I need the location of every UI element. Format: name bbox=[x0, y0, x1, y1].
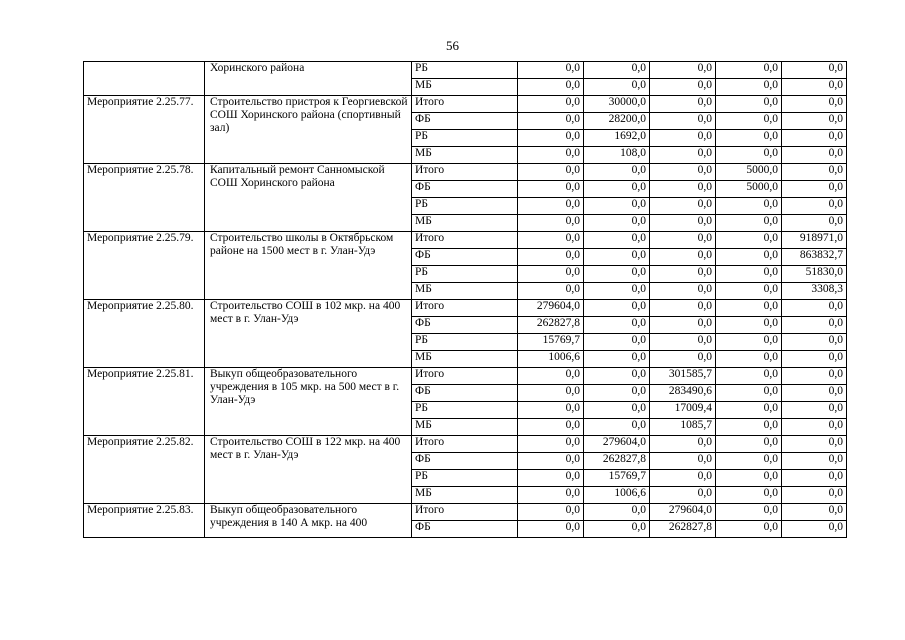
measure-description: Строительство школы в Октябрьском районе на 1500 мест в г. Улан-Удэ bbox=[210, 232, 394, 257]
amount-cell: 0,0 bbox=[782, 521, 847, 538]
funding-source-cell: РБ bbox=[412, 198, 518, 215]
funding-source-cell: Итого bbox=[412, 436, 518, 453]
measure-name-cell: Мероприятие 2.25.83. bbox=[84, 504, 205, 538]
amount-cell: 15769,7 bbox=[584, 470, 650, 487]
amount-cell: 0,0 bbox=[716, 232, 782, 249]
funding-source-cell: Итого bbox=[412, 504, 518, 521]
amount-cell: 0,0 bbox=[584, 198, 650, 215]
measure-description: Строительство СОШ в 102 мкр. на 400 мест в г. Улан-Удэ bbox=[210, 300, 401, 325]
amount-cell: 0,0 bbox=[650, 283, 716, 300]
amount-cell: 0,0 bbox=[782, 147, 847, 164]
amount-cell: 0,0 bbox=[650, 317, 716, 334]
amount-cell: 0,0 bbox=[518, 198, 584, 215]
amount-cell: 0,0 bbox=[518, 96, 584, 113]
measure-description: Хоринского района bbox=[210, 62, 305, 74]
amount-cell: 0,0 bbox=[518, 470, 584, 487]
amount-cell: 0,0 bbox=[782, 181, 847, 198]
funding-source-cell: Итого bbox=[412, 96, 518, 113]
amount-cell: 0,0 bbox=[716, 130, 782, 147]
table-row bbox=[84, 164, 847, 181]
table-row bbox=[84, 436, 847, 453]
amount-cell: 1006,6 bbox=[518, 351, 584, 368]
amount-cell: 0,0 bbox=[716, 249, 782, 266]
amount-cell: 0,0 bbox=[584, 504, 650, 521]
amount-cell: 0,0 bbox=[584, 402, 650, 419]
amount-cell: 1085,7 bbox=[650, 419, 716, 436]
amount-cell: 5000,0 bbox=[716, 164, 782, 181]
amount-cell: 0,0 bbox=[716, 419, 782, 436]
amount-cell: 0,0 bbox=[650, 181, 716, 198]
amount-cell: 0,0 bbox=[584, 283, 650, 300]
table-row bbox=[84, 232, 847, 249]
measure-description-cell bbox=[205, 504, 412, 538]
amount-cell: 0,0 bbox=[782, 215, 847, 232]
funding-source-cell: МБ bbox=[412, 147, 518, 164]
amount-cell: 0,0 bbox=[716, 351, 782, 368]
measure-description-cell bbox=[205, 62, 412, 96]
amount-cell: 0,0 bbox=[782, 385, 847, 402]
amount-cell: 0,0 bbox=[584, 79, 650, 96]
amount-cell: 0,0 bbox=[650, 487, 716, 504]
amount-cell: 28200,0 bbox=[584, 113, 650, 130]
amount-cell: 0,0 bbox=[782, 300, 847, 317]
page-number: 56 bbox=[446, 38, 459, 53]
amount-cell: 279604,0 bbox=[518, 300, 584, 317]
amount-cell: 0,0 bbox=[782, 402, 847, 419]
amount-cell: 262827,8 bbox=[650, 521, 716, 538]
amount-cell: 0,0 bbox=[782, 164, 847, 181]
amount-cell: 1692,0 bbox=[584, 130, 650, 147]
funding-source-cell: ФБ bbox=[412, 453, 518, 470]
funding-source-cell: Итого bbox=[412, 368, 518, 385]
funding-source-cell: Итого bbox=[412, 300, 518, 317]
funding-source-cell: ФБ bbox=[412, 249, 518, 266]
amount-cell: 0,0 bbox=[584, 300, 650, 317]
amount-cell: 0,0 bbox=[716, 266, 782, 283]
measure-description-cell bbox=[205, 368, 412, 436]
funding-source-cell: МБ bbox=[412, 283, 518, 300]
amount-cell: 5000,0 bbox=[716, 181, 782, 198]
amount-cell: 0,0 bbox=[518, 504, 584, 521]
amount-cell: 0,0 bbox=[716, 368, 782, 385]
amount-cell: 0,0 bbox=[518, 79, 584, 96]
table-row bbox=[84, 62, 847, 79]
amount-cell: 0,0 bbox=[782, 198, 847, 215]
amount-cell: 0,0 bbox=[716, 436, 782, 453]
measure-description-cell bbox=[205, 436, 412, 504]
amount-cell: 1006,6 bbox=[584, 487, 650, 504]
amount-cell: 0,0 bbox=[716, 96, 782, 113]
amount-cell: 0,0 bbox=[518, 232, 584, 249]
amount-cell: 0,0 bbox=[650, 266, 716, 283]
measure-name-cell bbox=[84, 62, 205, 96]
amount-cell: 0,0 bbox=[518, 436, 584, 453]
budget-table bbox=[83, 61, 847, 538]
amount-cell: 0,0 bbox=[716, 283, 782, 300]
table-row bbox=[84, 96, 847, 113]
funding-source-cell: ФБ bbox=[412, 385, 518, 402]
amount-cell: 0,0 bbox=[782, 334, 847, 351]
amount-cell: 0,0 bbox=[650, 232, 716, 249]
amount-cell: 0,0 bbox=[782, 351, 847, 368]
amount-cell: 0,0 bbox=[584, 62, 650, 79]
amount-cell: 0,0 bbox=[716, 113, 782, 130]
amount-cell: 0,0 bbox=[782, 79, 847, 96]
funding-source-cell: МБ bbox=[412, 215, 518, 232]
funding-source-cell: РБ bbox=[412, 334, 518, 351]
amount-cell: 0,0 bbox=[716, 334, 782, 351]
funding-source-cell: Итого bbox=[412, 164, 518, 181]
amount-cell: 0,0 bbox=[584, 249, 650, 266]
amount-cell: 0,0 bbox=[782, 436, 847, 453]
amount-cell: 0,0 bbox=[716, 317, 782, 334]
amount-cell: 0,0 bbox=[716, 300, 782, 317]
amount-cell: 0,0 bbox=[782, 96, 847, 113]
amount-cell: 0,0 bbox=[584, 266, 650, 283]
amount-cell: 0,0 bbox=[650, 215, 716, 232]
amount-cell: 0,0 bbox=[650, 300, 716, 317]
amount-cell: 279604,0 bbox=[584, 436, 650, 453]
amount-cell: 0,0 bbox=[782, 453, 847, 470]
amount-cell: 0,0 bbox=[650, 164, 716, 181]
amount-cell: 301585,7 bbox=[650, 368, 716, 385]
amount-cell: 0,0 bbox=[518, 113, 584, 130]
amount-cell: 0,0 bbox=[518, 521, 584, 538]
amount-cell: 0,0 bbox=[518, 283, 584, 300]
funding-source-cell: РБ bbox=[412, 402, 518, 419]
funding-source-cell: ФБ bbox=[412, 521, 518, 538]
amount-cell: 0,0 bbox=[650, 198, 716, 215]
funding-source-cell: РБ bbox=[412, 130, 518, 147]
amount-cell: 0,0 bbox=[716, 198, 782, 215]
measure-description: Строительство пристроя к Георгиевской СОШ Хоринского района (спортивный зал) bbox=[210, 96, 408, 134]
amount-cell: 0,0 bbox=[650, 147, 716, 164]
amount-cell: 0,0 bbox=[584, 368, 650, 385]
amount-cell: 0,0 bbox=[650, 79, 716, 96]
amount-cell: 283490,6 bbox=[650, 385, 716, 402]
amount-cell: 0,0 bbox=[650, 96, 716, 113]
amount-cell: 0,0 bbox=[584, 419, 650, 436]
amount-cell: 0,0 bbox=[650, 334, 716, 351]
measure-name-cell: Мероприятие 2.25.79. bbox=[84, 232, 205, 300]
amount-cell: 0,0 bbox=[782, 470, 847, 487]
amount-cell: 279604,0 bbox=[650, 504, 716, 521]
measure-description-cell bbox=[205, 232, 412, 300]
funding-source-cell: РБ bbox=[412, 470, 518, 487]
amount-cell: 0,0 bbox=[518, 215, 584, 232]
amount-cell: 0,0 bbox=[518, 487, 584, 504]
measure-description: Выкуп общеобразовательного учреждения в 105 мкр. на 500 мест в г. Улан-Удэ bbox=[210, 368, 400, 406]
amount-cell: 918971,0 bbox=[782, 232, 847, 249]
amount-cell: 0,0 bbox=[716, 385, 782, 402]
amount-cell: 0,0 bbox=[518, 419, 584, 436]
amount-cell: 0,0 bbox=[782, 62, 847, 79]
amount-cell: 30000,0 bbox=[584, 96, 650, 113]
amount-cell: 0,0 bbox=[584, 351, 650, 368]
amount-cell: 0,0 bbox=[650, 113, 716, 130]
amount-cell: 0,0 bbox=[782, 504, 847, 521]
amount-cell: 0,0 bbox=[584, 385, 650, 402]
funding-source-cell: ФБ bbox=[412, 317, 518, 334]
amount-cell: 0,0 bbox=[650, 130, 716, 147]
amount-cell: 0,0 bbox=[716, 453, 782, 470]
funding-source-cell: ФБ bbox=[412, 181, 518, 198]
amount-cell: 0,0 bbox=[716, 487, 782, 504]
funding-source-cell: ФБ bbox=[412, 113, 518, 130]
measure-description: Выкуп общеобразовательного учреждения в 140 А мкр. на 400 bbox=[210, 504, 368, 529]
amount-cell: 0,0 bbox=[716, 62, 782, 79]
amount-cell: 0,0 bbox=[782, 368, 847, 385]
amount-cell: 863832,7 bbox=[782, 249, 847, 266]
budget-table-body bbox=[84, 62, 847, 538]
measure-description-cell bbox=[205, 300, 412, 368]
amount-cell: 108,0 bbox=[584, 147, 650, 164]
amount-cell: 0,0 bbox=[518, 130, 584, 147]
funding-source-cell: МБ bbox=[412, 79, 518, 96]
funding-source-cell: МБ bbox=[412, 419, 518, 436]
amount-cell: 0,0 bbox=[584, 232, 650, 249]
funding-source-cell: РБ bbox=[412, 266, 518, 283]
amount-cell: 0,0 bbox=[782, 130, 847, 147]
measure-name-cell: Мероприятие 2.25.77. bbox=[84, 96, 205, 164]
table-row bbox=[84, 504, 847, 521]
amount-cell: 0,0 bbox=[716, 147, 782, 164]
amount-cell: 0,0 bbox=[584, 181, 650, 198]
amount-cell: 0,0 bbox=[584, 215, 650, 232]
amount-cell: 0,0 bbox=[782, 317, 847, 334]
amount-cell: 0,0 bbox=[518, 266, 584, 283]
amount-cell: 0,0 bbox=[584, 317, 650, 334]
amount-cell: 0,0 bbox=[584, 521, 650, 538]
measure-name-cell: Мероприятие 2.25.81. bbox=[84, 368, 205, 436]
amount-cell: 0,0 bbox=[518, 164, 584, 181]
amount-cell: 0,0 bbox=[716, 79, 782, 96]
amount-cell: 0,0 bbox=[716, 504, 782, 521]
amount-cell: 0,0 bbox=[518, 181, 584, 198]
measure-description: Капитальный ремонт Санномыской СОШ Хоринского района bbox=[210, 164, 385, 189]
amount-cell: 262827,8 bbox=[584, 453, 650, 470]
amount-cell: 0,0 bbox=[650, 62, 716, 79]
measure-description-cell bbox=[205, 96, 412, 164]
measure-name-cell: Мероприятие 2.25.82. bbox=[84, 436, 205, 504]
amount-cell: 0,0 bbox=[650, 470, 716, 487]
amount-cell: 0,0 bbox=[782, 419, 847, 436]
measure-description-cell bbox=[205, 164, 412, 232]
amount-cell: 0,0 bbox=[518, 402, 584, 419]
amount-cell: 0,0 bbox=[584, 164, 650, 181]
amount-cell: 0,0 bbox=[650, 453, 716, 470]
amount-cell: 0,0 bbox=[518, 453, 584, 470]
amount-cell: 0,0 bbox=[518, 385, 584, 402]
funding-source-cell: МБ bbox=[412, 487, 518, 504]
funding-source-cell: МБ bbox=[412, 351, 518, 368]
amount-cell: 0,0 bbox=[716, 402, 782, 419]
amount-cell: 3308,3 bbox=[782, 283, 847, 300]
amount-cell: 262827,8 bbox=[518, 317, 584, 334]
amount-cell: 0,0 bbox=[782, 113, 847, 130]
table-row bbox=[84, 300, 847, 317]
measure-description: Строительство СОШ в 122 мкр. на 400 мест в г. Улан-Удэ bbox=[210, 436, 401, 461]
amount-cell: 0,0 bbox=[584, 334, 650, 351]
amount-cell: 0,0 bbox=[716, 521, 782, 538]
measure-name-cell: Мероприятие 2.25.78. bbox=[84, 164, 205, 232]
amount-cell: 51830,0 bbox=[782, 266, 847, 283]
amount-cell: 0,0 bbox=[518, 249, 584, 266]
funding-source-cell: РБ bbox=[412, 62, 518, 79]
measure-name-cell: Мероприятие 2.25.80. bbox=[84, 300, 205, 368]
amount-cell: 0,0 bbox=[650, 249, 716, 266]
amount-cell: 15769,7 bbox=[518, 334, 584, 351]
amount-cell: 0,0 bbox=[650, 351, 716, 368]
amount-cell: 0,0 bbox=[716, 470, 782, 487]
table-row bbox=[84, 368, 847, 385]
amount-cell: 0,0 bbox=[518, 368, 584, 385]
amount-cell: 0,0 bbox=[518, 62, 584, 79]
amount-cell: 0,0 bbox=[518, 147, 584, 164]
amount-cell: 0,0 bbox=[650, 436, 716, 453]
amount-cell: 0,0 bbox=[716, 215, 782, 232]
amount-cell: 17009,4 bbox=[650, 402, 716, 419]
amount-cell: 0,0 bbox=[782, 487, 847, 504]
funding-source-cell: Итого bbox=[412, 232, 518, 249]
